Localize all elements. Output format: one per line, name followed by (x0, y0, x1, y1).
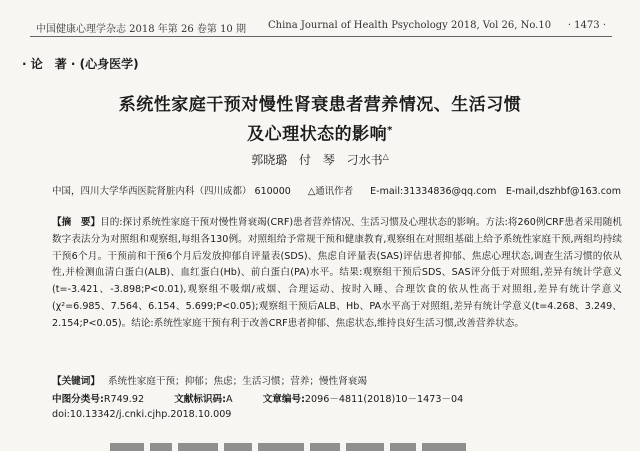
doc-code-label: 文献标识码: (174, 394, 226, 405)
running-header (28, 18, 612, 36)
institution: 中国，四川大学华西医院肾脏内科（四川成都） 610000 (52, 186, 291, 197)
abstract (52, 215, 622, 333)
journal-name-cn: 中国健康心理学杂志 2018 年第 26 卷第 10 期 (36, 24, 246, 35)
author-names: 郭晓璐 付 琴 刁水书 (251, 153, 383, 167)
article-number-label: 文章编号: (262, 394, 305, 405)
email: E-mail:31334836@qq.com E-mail,dszhbf@163.com (370, 186, 621, 197)
abstract-label: 【摘 要】 (52, 217, 101, 228)
article-title (0, 92, 640, 148)
title-line-2 (0, 118, 640, 148)
section-tag: · 论 著 · (心身医学) (22, 57, 139, 71)
author-list (0, 151, 640, 168)
title-footnote-mark: * (387, 125, 393, 136)
header-rule (30, 36, 612, 37)
page-number: · 1473 · (567, 20, 606, 31)
cropped-text-line (110, 437, 530, 451)
keywords-label: 【关键词】 (52, 376, 100, 387)
keywords (52, 373, 622, 387)
clc-value: R749.92 (103, 394, 145, 405)
classification-line (52, 391, 622, 405)
doi: doi:10.13342/j.cnki.cjhp.2018.10.009 (52, 409, 232, 420)
corresponding-mark: △ (382, 152, 389, 161)
title-line-2-text: 及心理状态的影响 (247, 124, 388, 145)
affiliation (52, 183, 620, 197)
abstract-text: 目的:探讨系统性家庭干预对慢性肾衰竭(CRF)患者营养情况、生活习惯及心理状态的影响。方法:将260例CRF患者采用随机数字表法分为对照组和观察组,每组各130例。对照组给予常规干预和健康教育,观察组在对照组基础上给予系统性家庭干预,两组均持续干预6个月。干预前和干预6个月后发放抑郁自评量表(SDS)、焦虑自评量表(SAS)评估患者抑郁、焦虑心理状态,调查生活习惯的依从性,并检测血清白蛋白(ALB)、血红蛋白(Hb)、前白蛋白(PA)水平。结果:观察组干预后SDS、SAS评分低于对照组,差异有统计学意义(t=-3.421、-3.898;P<0.01),观察组不吸烟/戒烟、合理运动、按时入睡、合理饮食的依从性高于对照组,差异有统计学意义(χ²=6.985、7.564、6.154、5.699;P<0.05);观察组干预后ALB、Hb、PA水平高于对照组,差异有统计学意义(t=4.268、3.249、2.154;P<0.05)。结论:系统性家庭干预有利于改善CRF患者抑郁、焦虑状态,维持良好生活习惯,改善营养状态。 (52, 217, 623, 329)
doc-code-value: A (226, 394, 233, 405)
clc-label: 中图分类号: (52, 394, 104, 405)
journal-name-en: China Journal of Health Psychology 2018, Vol 26, No.10 (268, 20, 552, 31)
keywords-text: 系统性家庭干预；抑郁；焦虑；生活习惯；营养；慢性肾衰竭 (107, 376, 367, 387)
corresponding-author: △通讯作者 (307, 186, 354, 197)
article-number-value: 2096－4811(2018)10－1473－04 (304, 394, 464, 405)
title-line-1: 系统性家庭干预对慢性肾衰患者营养情况、生活习惯 (118, 95, 522, 115)
